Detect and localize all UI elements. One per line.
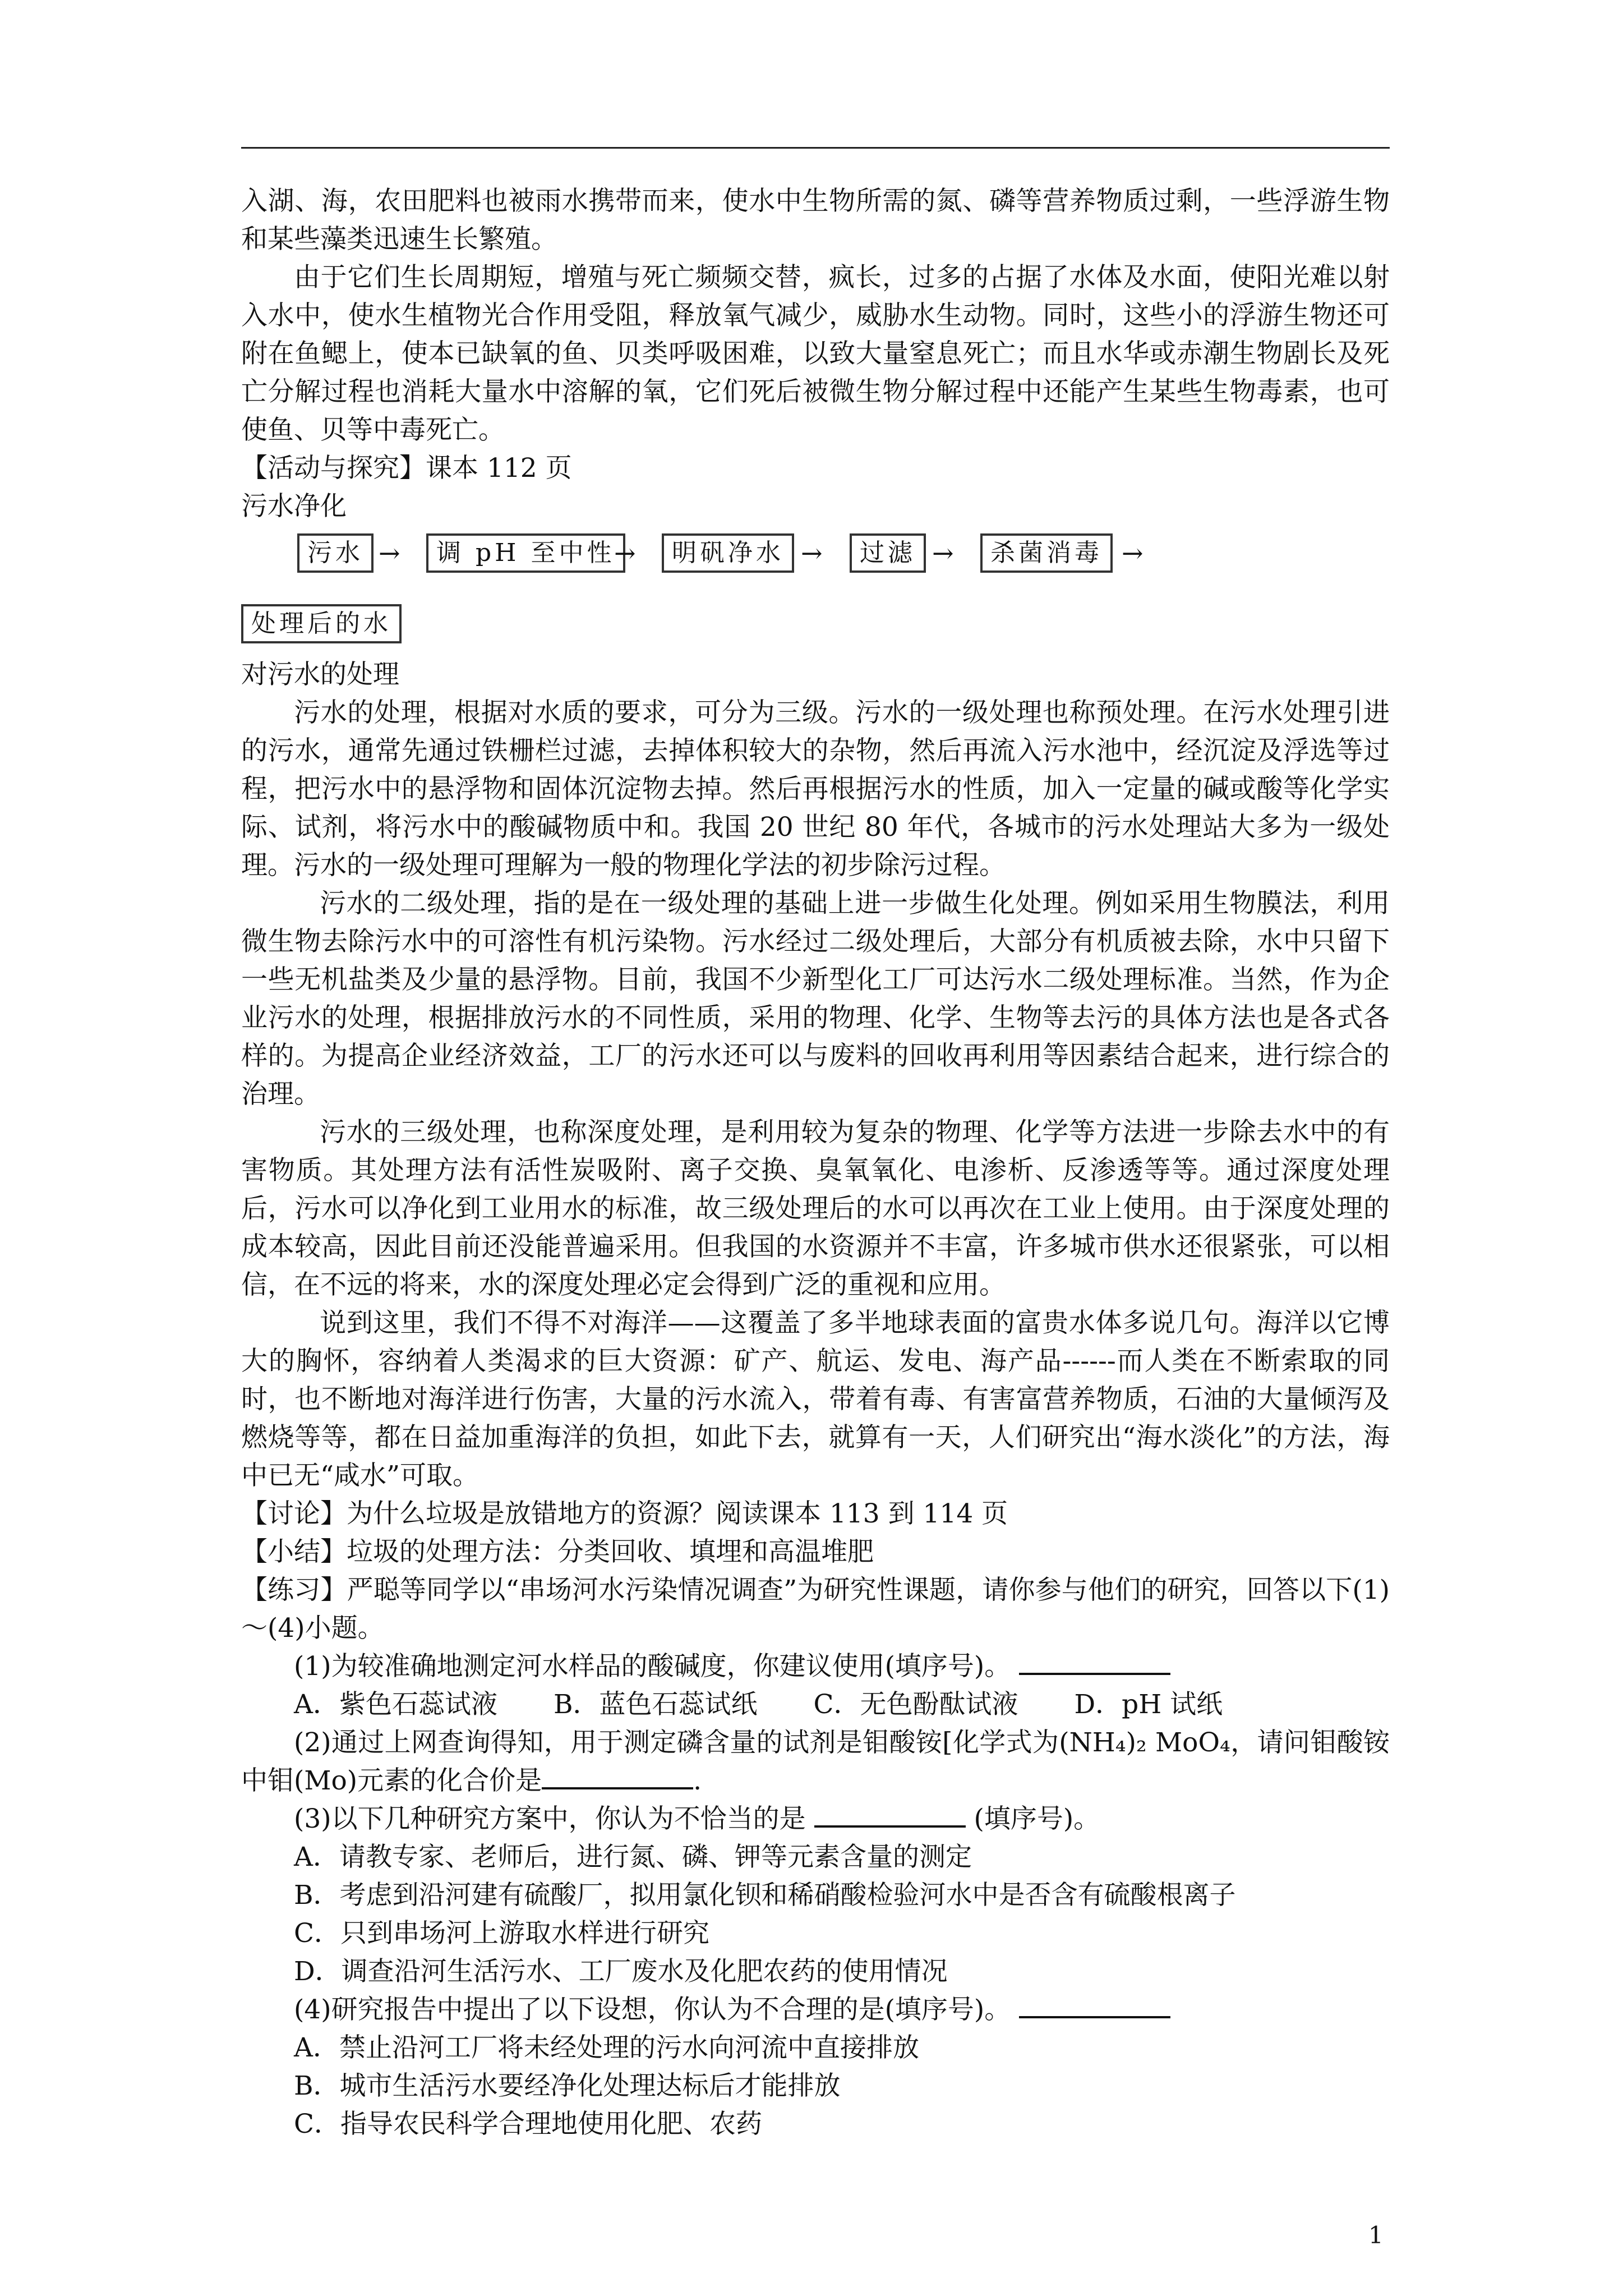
question-2 bbox=[241, 1724, 1390, 1800]
intro-paragraph: 入湖、海，农田肥料也被雨水携带而来，使水中生物所需的氮、磷等营养物质过剩，一些浮游生物和某些藻类迅速生长繁殖。 bbox=[241, 186, 1390, 255]
q1-option-b: B．蓝色石蕊试纸 bbox=[553, 1689, 758, 1720]
q3-option-d: D．调查沿河生活污水、工厂废水及化肥农药的使用情况 bbox=[294, 1956, 948, 1987]
flow-step-sewage: 污水 bbox=[297, 533, 374, 573]
answer-blank-2[interactable] bbox=[542, 1763, 693, 1789]
question-1-text: (1)为较准确地测定河水样品的酸碱度，你建议使用(填序号)。 bbox=[294, 1651, 1011, 1682]
answer-blank-4[interactable] bbox=[1019, 1991, 1170, 2018]
q4-option-c: C．指导农民科学合理地使用化肥、农药 bbox=[294, 2109, 762, 2139]
q1-option-d: D．pH 试纸 bbox=[1074, 1689, 1223, 1720]
answer-blank-1[interactable] bbox=[1019, 1648, 1170, 1675]
document-body bbox=[241, 182, 1390, 2143]
q1-option-c: C．无色酚酞试液 bbox=[813, 1689, 1018, 1720]
treatment-heading: 对污水的处理 bbox=[241, 659, 399, 690]
question-1-options bbox=[241, 1686, 1390, 1724]
growth-paragraph: 由于它们生长周期短，增殖与死亡频频交替，疯长，过多的占据了水体及水面，使阳光难以射入水中，使水生植物光合作用受阻，释放氧气减少，威胁水生动物。同时，这些小的浮游生物还可附在鱼鳃上，使本已缺氧的鱼、贝类呼吸困难，以致大量窒息死亡；而且水华或赤潮生物剧长及死亡分解过程也消耗大量水中溶解的氧，它们死后被微生物分解过程中还能产生某些生物毒素，也可使鱼、贝等中毒死亡。 bbox=[241, 262, 1390, 445]
arrow-icon: → bbox=[614, 538, 636, 568]
arrow-icon: → bbox=[932, 538, 954, 568]
q3-option-a: A．请教专家、老师后，进行氮、磷、钾等元素含量的测定 bbox=[294, 1842, 972, 1872]
level3-paragraph: 污水的三级处理，也称深度处理，是利用较为复杂的物理、化学等方法进一步除去水中的有害物质。其处理方法有活性炭吸附、离子交换、臭氧氧化、电渗析、反渗透等等。通过深度处理后，污水可以净化到工业用水的标准，故三级处理后的水可以再次在工业上使用。由于深度处理的成本较高，因此目前还没能普遍采用。但我国的水资源并不丰富，许多城市供水还很紧张，可以相信，在不远的将来，水的深度处理必定会得到广泛的重视和应用。 bbox=[241, 1117, 1390, 1300]
q3-option-c: C．只到串场河上游取水样进行研究 bbox=[294, 1918, 709, 1949]
level1-paragraph: 污水的处理，根据对水质的要求，可分为三级。污水的一级处理也称预处理。在污水处理引进的污水，通常先通过铁栅栏过滤，去掉体积较大的杂物，然后再流入污水池中，经沉淀及浮选等过程，把污水中的悬浮物和固体沉淀物去掉。然后再根据污水的性质，加入一定量的碱或酸等化学实际、试剂，将污水中的酸碱物质中和。我国 20 世纪 80 年代，各城市的污水处理站大多为一级处理。污水的一级处理可理解为一般的物理化学法的初步除污过程。 bbox=[241, 697, 1390, 881]
header-rule bbox=[241, 147, 1390, 149]
arrow-icon: → bbox=[801, 538, 823, 568]
purification-flow bbox=[241, 533, 1390, 601]
discussion-line: 【讨论】为什么垃圾是放错地方的资源？阅读课本 113 到 114 页 bbox=[241, 1498, 1008, 1529]
ocean-paragraph: 说到这里，我们不得不对海洋——这覆盖了多半地球表面的富贵水体多说几句。海洋以它博大的胸怀，容纳着人类渴求的巨大资源：矿产、航运、发电、海产品------而人类在不断索取的同时，也不断地对海洋进行伤害，大量的污水流入，带着有毒、有害富营养物质，石油的大量倾泻及燃烧等等，都在日益加重海洋的负担，如此下去，就算有一天，人们研究出“海水淡化”的方法，海中已无“咸水”可取。 bbox=[241, 1308, 1390, 1491]
q4-option-b: B．城市生活污水要经净化处理达标后才能排放 bbox=[294, 2070, 841, 2101]
q1-option-a: A．紫色石蕊试液 bbox=[294, 1689, 497, 1720]
flow-step-treated-water: 处理后的水 bbox=[241, 604, 402, 643]
activity-line: 【活动与探究】课本 112 页 bbox=[241, 453, 572, 484]
question-3-suffix: (填序号)。 bbox=[974, 1803, 1100, 1834]
flow-step-filter: 过滤 bbox=[850, 533, 926, 573]
q3-option-b: B．考虑到沿河建有硫酸厂，拟用氯化钡和稀硝酸检验河水中是否含有硫酸根离子 bbox=[294, 1880, 1236, 1911]
question-2-text: (2)通过上网查询得知，用于测定磷含量的试剂是钼酸铵[化学式为(NH₄)₂ MoO₄，请问钼酸铵中钼(Mo)元素的化合价是 bbox=[241, 1727, 1390, 1796]
exercise-intro: 【练习】严聪等同学以“串场河水污染情况调查”为研究性课题，请你参与他们的研究，回答以下(1)～(4)小题。 bbox=[241, 1575, 1390, 1644]
question-3-text: (3)以下几种研究方案中，你认为不恰当的是 bbox=[294, 1803, 806, 1834]
summary-line: 【小结】垃圾的处理方法：分类回收、填埋和高温堆肥 bbox=[241, 1536, 874, 1567]
q4-option-a: A．禁止沿河工厂将未经处理的污水向河流中直接排放 bbox=[294, 2032, 919, 2063]
flow-step-disinfect: 杀菌消毒 bbox=[980, 533, 1113, 573]
level2-paragraph: 污水的二级处理，指的是在一级处理的基础上进一步做生化处理。例如采用生物膜法，利用微生物去除污水中的可溶性有机污染物。污水经过二级处理后，大部分有机质被去除，水中只留下一些无机盐类及少量的悬浮物。目前，我国不少新型化工厂可达污水二级处理标准。当然，作为企业污水的处理，根据排放污水的不同性质，采用的物理、化学、生物等去污的具体方法也是各式各样的。为提高企业经济效益，工厂的污水还可以与废料的回收再利用等因素结合起来，进行综合的治理。 bbox=[241, 888, 1390, 1110]
question-2-end: . bbox=[693, 1765, 702, 1796]
question-4 bbox=[241, 1991, 1390, 2029]
page-number: 1 bbox=[1368, 2221, 1384, 2249]
flow-step-adjust-ph: 调 pH 至中性 bbox=[426, 533, 625, 573]
arrow-icon: → bbox=[379, 538, 400, 568]
answer-blank-3[interactable] bbox=[814, 1801, 966, 1828]
purification-flow-end bbox=[241, 604, 1390, 650]
question-4-text: (4)研究报告中提出了以下设想，你认为不合理的是(填序号)。 bbox=[294, 1994, 1011, 2025]
flow-step-alum: 明矾净水 bbox=[662, 533, 794, 573]
arrow-icon: → bbox=[1122, 538, 1144, 568]
question-3 bbox=[241, 1800, 1390, 1838]
question-1 bbox=[241, 1648, 1390, 1686]
purify-heading: 污水净化 bbox=[241, 491, 347, 522]
